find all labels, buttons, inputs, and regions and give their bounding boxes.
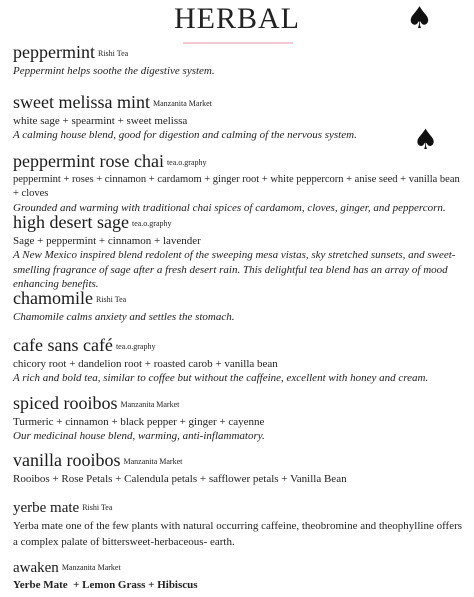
item-maker: Manzanita Market xyxy=(152,99,212,108)
menu-item-yerbe-mate xyxy=(13,498,463,550)
item-name: yerbe mate xyxy=(13,500,80,516)
item-maker: tea.o.graphy xyxy=(131,219,172,228)
item-name: cafe sans café xyxy=(13,335,113,355)
item-description: A rich and bold tea, similar to coffee but without the caffeine, excellent with honey and cream. xyxy=(13,372,429,384)
item-maker: tea.o.graphy xyxy=(115,342,156,351)
item-description: Grounded and warming with traditional chai spices of cardamom, cloves, ginger, and peppercorn. xyxy=(13,202,446,214)
item-ingredients: Turmeric + cinnamon + black pepper + ginger + cayenne xyxy=(13,416,265,428)
item-maker: tea.o.graphy xyxy=(166,158,207,167)
menu-item-vanilla-rooibos xyxy=(13,450,463,486)
item-name: spiced rooibos xyxy=(13,393,118,413)
spade-icon: ♠ xyxy=(413,123,439,156)
item-ingredients: peppermint + roses + cinnamon + cardamom + ginger root + white peppercorn + anise seed + vanilla bean + cloves xyxy=(13,174,460,199)
item-description: A calming house blend, good for digestion and calming of the nervous system. xyxy=(13,129,357,141)
item-description: A New Mexico inspired blend redolent of the sweeping mesa vistas, sky stretched sunsets, and sweet-smelling fragrance of sage after a fresh desert rain. This delightful tea blend has an array of mood enhancing benefits. xyxy=(13,249,456,290)
menu-item-high-desert-sage xyxy=(13,212,463,292)
item-description: Chamomile calms anxiety and settles the stomach. xyxy=(13,311,235,323)
item-maker: Manzanita Market xyxy=(120,400,180,409)
item-ingredients: white sage + spearmint + sweet melissa xyxy=(13,115,188,127)
item-ingredients: Sage + peppermint + cinnamon + lavender xyxy=(13,235,201,247)
item-ingredients: Yerbe Mate + Lemon Grass + Hibiscus xyxy=(13,579,198,591)
item-name: peppermint rose chai xyxy=(13,151,164,171)
menu-item-peppermint xyxy=(13,42,463,79)
item-name: high desert sage xyxy=(13,212,129,232)
item-maker: Rishi Tea xyxy=(95,295,127,304)
item-name: vanilla rooibos xyxy=(13,450,121,470)
menu-item-cafe-sans-cafe xyxy=(13,335,463,386)
item-maker: Rishi Tea xyxy=(97,49,129,58)
item-ingredients: Rooibos + Rose Petals + Calendula petals + safflower petals + Vanilla Bean xyxy=(13,473,347,485)
item-name: awaken xyxy=(13,560,59,576)
item-ingredients: chicory root + dandelion root + roasted carob + vanilla bean xyxy=(13,358,278,370)
item-name: chamomile xyxy=(13,288,93,308)
item-ingredients: Yerba mate one of the few plants with natural occurring caffeine, theobromine and theophylline offers a complex palate of bittersweet-herbaceous- earth. xyxy=(13,520,463,548)
item-description: Peppermint helps soothe the digestive system. xyxy=(13,65,215,77)
item-maker: Manzanita Market xyxy=(61,563,121,572)
menu-item-spiced-rooibos xyxy=(13,393,463,444)
menu-item-sweet-melissa-mint xyxy=(13,92,463,143)
menu-section-title: HERBAL xyxy=(174,2,300,35)
item-name: peppermint xyxy=(13,42,95,62)
menu-item-awaken xyxy=(13,558,463,592)
item-name: sweet melissa mint xyxy=(13,92,150,112)
item-maker: Rishi Tea xyxy=(82,503,113,512)
menu-item-peppermint-rose-chai xyxy=(13,151,463,216)
item-description: Our medicinal house blend, warming, anti-inflammatory. xyxy=(13,430,265,442)
item-maker: Manzanita Market xyxy=(123,457,183,466)
spade-icon: ♠ xyxy=(406,1,433,36)
menu-item-chamomile xyxy=(13,288,463,325)
